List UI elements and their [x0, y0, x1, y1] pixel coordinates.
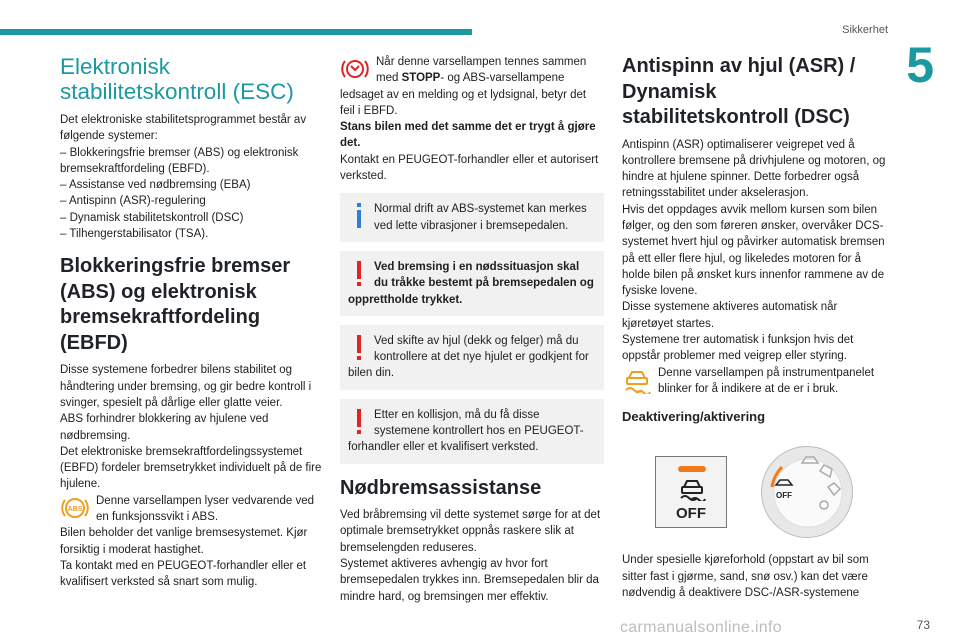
svg-text:ABS: ABS: [67, 505, 83, 513]
column-3: [622, 54, 886, 601]
brake-fault-warning-lamp-icon: [340, 55, 370, 83]
column-1: [60, 54, 322, 591]
abs-warning-lamp-icon: [60, 494, 90, 522]
esc-item: – Assistanse ved nødbremsing (EBA): [60, 179, 251, 192]
page-number: 73: [916, 618, 930, 632]
asr-paragraph: Systemene trer automatisk i funksjon hvis det oppstår problemer med veigrep eller styring.: [622, 334, 854, 363]
abs-paragraph: Bilen beholder det vanlige bremsesystemet. Kjør forsiktig i moderat hastighet.: [60, 527, 308, 556]
asr-paragraph: Hvis det oppdages avvik mellom kursen som bilen følger, og den som føreren ønsker, overvåker DCS-systemet hvert hjul og påvirker automatisk bremsen på ett eller flere hjul, og likeledes motoren for å holde bilen på ønsket kurs innenfor rammene av de fysiske lovene.: [622, 203, 885, 298]
info-note-text: Normal drift av ABS-systemet kan merkes ved lette vibrasjoner i bremsepedalen.: [374, 203, 587, 232]
chapter-number: 5: [906, 37, 934, 93]
esc-item: – Tilhengerstabilisator (TSA).: [60, 228, 209, 241]
warning-note-text: Ved skifte av hjul (dekk og felger) må du kontrollere at det nye hjulet er godkjent for bilen din.: [348, 334, 589, 380]
abs-lamp-note: [60, 493, 322, 526]
header-accent-bar: [0, 29, 472, 35]
eba-paragraph: Ved bråbremsing vil dette systemet sørge for at det optimale bremsetrykket oppnås raskere slik at bremselengden reduseres.: [340, 509, 601, 554]
abs-paragraph: ABS forhindrer blokkering av hjulene ved nødbremsing.: [60, 413, 269, 442]
deactivation-heading: Deaktivering/aktivering: [622, 409, 766, 425]
deactivation-paragraph: Under spesielle kjøreforhold (oppstart av bil som sitter fast i gjørme, sand, snø osv.) kan det være nødvendig å deaktivere DSC-/ASR-systemene: [622, 554, 869, 599]
exclamation-icon: [348, 333, 370, 363]
abs-paragraph: Det elektroniske bremsekraftfordelingssystemet (EBFD) fordeler bremsetrykket individuelt på de fire hjulene.: [60, 445, 322, 491]
dsc-off-button: [655, 456, 727, 528]
exclamation-icon: [348, 259, 370, 289]
asr-paragraph: Disse systemene aktiveres automatisk når kjøretøyet startes.: [622, 301, 838, 330]
deactivation-illustration: [622, 446, 886, 538]
ebfd-text-stop: STOPP: [401, 72, 441, 85]
column-2: [340, 54, 604, 605]
asr-paragraph: Antispinn (ASR) optimaliserer veigrepet ved å kontrollere bremsene på drivhjulene og motoren, og hindre at hjulene spinner. Dette forbedrer også retningsstabilitet under akselerasjon.: [622, 138, 886, 200]
watermark: carmanualsonline.info: [620, 619, 782, 636]
ebfd-stop-instruction: Stans bilen med det samme det er trygt å gjøre det.: [340, 121, 596, 150]
esc-item: – Blokkeringsfrie bremser (ABS) og elektronisk bremsekraftfordeling (EBFD).: [60, 146, 299, 175]
warning-note-text: Etter en kollisjon, må du få disse systemene kontrollert hos en PEUGEOT-forhandler eller et kvalifisert verksted.: [348, 408, 584, 454]
exclamation-icon: [348, 407, 370, 437]
ebfd-text-a: Når denne varsellampen tennes sammen med: [376, 56, 587, 85]
warning-note-text: Ved bremsing i en nødssituasjon skal du tråkke bestemt på bremsepedalen og opprettholde trykket.: [348, 260, 594, 306]
skid-car-warning-lamp-icon: [622, 366, 652, 394]
ebfd-contact: Kontakt en PEUGEOT-forhandler eller et autorisert verksted.: [340, 153, 599, 183]
section-title: Sikkerhet: [842, 24, 888, 36]
esc-intro: Det elektroniske stabilitetsprogrammet består av følgende systemer:: [60, 114, 307, 143]
abs-heading: Blokkeringsfrie bremser (ABS) og elektronisk bremsekraftfordeling (EBFD): [60, 255, 291, 354]
warning-note: [340, 251, 604, 316]
info-icon: [348, 201, 370, 231]
dsc-lamp-text: Denne varsellampen på instrumentpanelet blinker for å indikere at de er i bruk.: [658, 366, 875, 395]
esc-item: – Antispinn (ASR)-regulering: [60, 195, 206, 208]
warning-note: [340, 325, 604, 390]
abs-paragraph: Disse systemene forbedrer bilens stabilitet og håndtering under bremsing, og gir bedre kontroll i svinger, spesielt på dårlige eller glatte veier.: [60, 364, 312, 409]
esc-heading: Elektronisk stabilitetskontroll (ESC): [60, 54, 294, 104]
skid-car-icon: [676, 477, 708, 506]
drive-mode-dial: [761, 446, 853, 538]
ebfd-text-c: - og ABS-varsellampene ledsaget av en melding og et lydsignal, betyr det feil i EBFD.: [340, 72, 587, 117]
warning-note: [340, 399, 604, 464]
dial-off-label: OFF: [776, 491, 792, 501]
eba-heading: Nødbremsassistanse: [340, 476, 542, 499]
esc-item: – Dynamisk stabilitetskontroll (DSC): [60, 211, 244, 224]
eba-paragraph: Systemet aktiveres avhengig av hvor fort bremsepedalen trykkes inn. Bremsepedalen blir da mindre hard, og bremsingen mer effektiv.: [340, 558, 599, 603]
ebfd-lamp-note: [340, 54, 604, 119]
info-note: [340, 193, 604, 242]
asr-heading: Antispinn av hjul (ASR) / Dynamisk stabilitetskontroll (DSC): [622, 55, 856, 128]
abs-paragraph: Ta kontakt med en PEUGEOT-forhandler eller et kvalifisert verksted så snart som mulig.: [60, 559, 307, 589]
dsc-lamp-note: [622, 365, 886, 398]
abs-lamp-text: Denne varsellampen lyser vedvarende ved en funksjonssvikt i ABS.: [96, 494, 314, 524]
off-label: OFF: [676, 505, 706, 523]
